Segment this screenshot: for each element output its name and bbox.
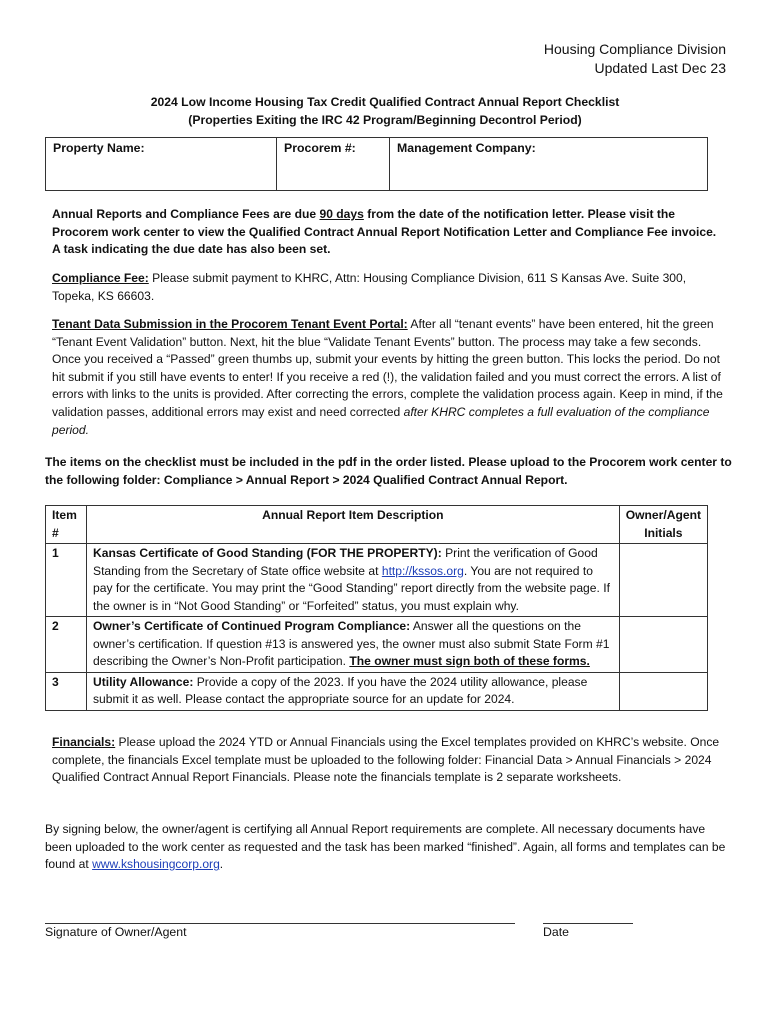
document-title: [0, 93, 770, 129]
item-number: 1: [46, 544, 87, 617]
compliance-fee-paragraph: [52, 270, 727, 305]
financials-paragraph: [52, 734, 732, 787]
item-description: [87, 617, 620, 673]
owner-initials-cell[interactable]: [619, 672, 707, 710]
header-block: [544, 40, 726, 78]
item-text: Provide a copy of the 2023. If you have the 2024 utility allowance, please submit it as well. Please contact the appropriate source for an update for 2024.: [93, 674, 588, 706]
compliance-fee-text: Please submit payment to KHRC, Attn: Housing Compliance Division, 611 S Kansas Ave. Suite 300, Topeka, KS 66603.: [52, 271, 687, 303]
item-text: Answer all the questions on the owner’s certification. If question #13 is answered yes, the owner must also submit State Form #1 describing the Owner’s Non-Profit participation.: [93, 619, 610, 668]
title-line-2: (Properties Exiting the IRC 42 Program/Beginning Decontrol Period): [188, 113, 582, 127]
certification-text: By signing below, the owner/agent is certifying all Annual Report requirements are complete. All necessary documents have been uploaded to the work center as requested and the task has been marked “finished”. Again, all forms and templates can be found at: [45, 822, 726, 872]
management-company-field[interactable]: Management Company:: [390, 138, 708, 191]
item-description: [87, 544, 620, 617]
updated-date: Updated Last Dec 23: [594, 60, 726, 76]
compliance-fee-label: Compliance Fee:: [52, 271, 149, 285]
financials-label: Financials:: [52, 735, 116, 749]
item-text-rest: . You are not required to pay for the certificate. You may print the “Good Standing” report directly from the website page. If the owner is in “Not Good Standing” or “Forfeited” status, you must explain why.: [93, 563, 610, 613]
item-number: 3: [46, 672, 87, 710]
kssos-link[interactable]: http://kssos.org: [381, 563, 464, 578]
checklist-header-row: [46, 506, 708, 544]
property-name-field[interactable]: Property Name:: [46, 138, 277, 191]
date-line[interactable]: [543, 923, 633, 924]
tenant-data-paragraph: [52, 316, 732, 439]
certification-end: .: [219, 857, 224, 872]
item-title: Owner’s Certificate of Continued Program Compliance:: [93, 619, 411, 633]
financials-text: Please upload the 2024 YTD or Annual Financials using the Excel templates provided on KHRC’s website. Once complete, the financials Excel template must be uploaded to the following folder: Financial Data > Annual Financials > 2024 Qualified Contract Annual Report Financials. Please note the financials template is 2 separate worksheets.: [52, 735, 720, 785]
intro-text-rest: from the date of the notification letter. Please visit the Procorem work center to view the Qualified Contract Annual Report Notification Letter and Compliance Fee invoice. A task indicating the due date has also been set.: [52, 207, 717, 257]
table-row: [46, 617, 708, 673]
tenant-data-text: After all “tenant events” have been entered, hit the green “Tenant Event Validation” button. Next, hit the blue “Validate Tenant Events” button. The process may take a few seconds. Once you received a “Passed” green thumbs up, submit your events by hitting the green button. This locks the period. Do not hit submit if you still have events to enter! If you receive a red (!), the validation failed and you must correct the errors. A list of errors with links to the units is provided. After correcting the errors, complete the validation process again. Keep in mind, if the validation passes, additional errors may exist and need corrected: [52, 317, 723, 419]
signature-line[interactable]: [45, 923, 515, 924]
item-title: Kansas Certificate of Good Standing (FOR THE PROPERTY):: [93, 546, 442, 560]
item-title: Utility Allowance:: [93, 674, 194, 689]
certification-paragraph: [45, 821, 735, 874]
checklist-table: [45, 505, 708, 711]
item-description: [87, 672, 620, 710]
tenant-data-label: Tenant Data Submission in the Procorem Tenant Event Portal:: [52, 317, 408, 331]
due-days: 90 days: [319, 207, 364, 221]
table-row: [46, 672, 708, 710]
property-info-table: [45, 137, 708, 191]
description-header: Annual Report Item Description: [87, 506, 620, 544]
owner-initials-cell[interactable]: [619, 544, 707, 617]
item-number: 2: [46, 617, 87, 673]
owner-initials-cell[interactable]: [619, 617, 707, 673]
procorem-number-field[interactable]: Procorem #:: [277, 138, 390, 191]
date-label: Date: [543, 925, 569, 939]
intro-paragraph: [52, 206, 727, 259]
intro-text: Annual Reports and Compliance Fees are due: [52, 207, 320, 221]
division-name: Housing Compliance Division: [543, 41, 726, 57]
signature-label: Signature of Owner/Agent: [45, 925, 187, 939]
owner-initials-header: Owner/Agent Initials: [619, 506, 707, 544]
order-note: The items on the checklist must be included in the pdf in the order listed. Please upload to the Procorem work center to the following folder: Compliance > Annual Report > 2024 Qualified Contract Annual Report.: [45, 455, 732, 487]
item-emphasis: The owner must sign both of these forms.: [349, 654, 590, 668]
table-row: [46, 544, 708, 617]
title-line-1: 2024 Low Income Housing Tax Credit Qualified Contract Annual Report Checklist: [150, 95, 620, 109]
tenant-data-italic: after KHRC completes a full evaluation of the compliance period.: [52, 404, 710, 437]
item-number-header: Item #: [46, 506, 87, 544]
item-text: Print the verification of Good Standing from the Secretary of State office website at: [93, 546, 598, 578]
kshousingcorp-link[interactable]: www.kshousingcorp.org: [92, 857, 220, 872]
